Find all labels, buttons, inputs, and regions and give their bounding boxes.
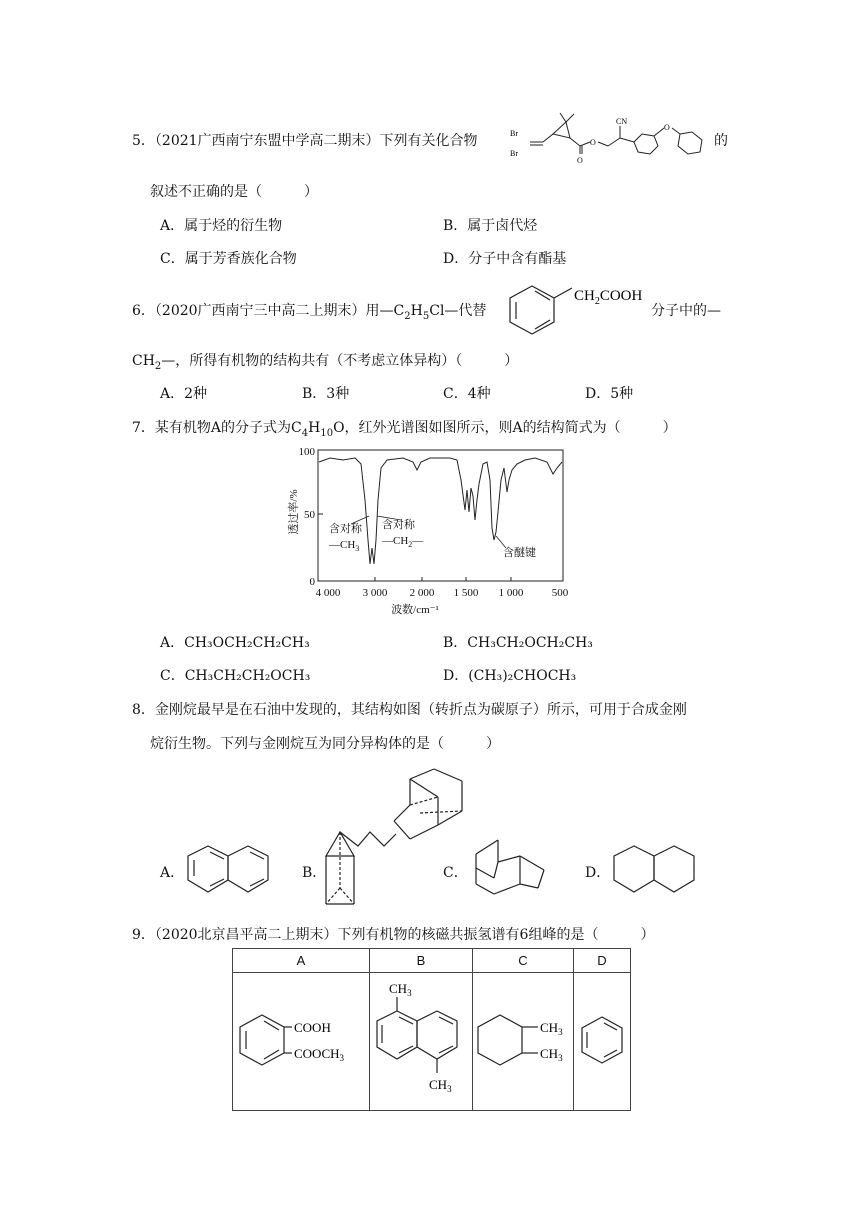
ir-ylabel: 透过率/%	[288, 489, 300, 535]
ir-ytick-100: 100	[298, 446, 315, 458]
q9-cell-c	[473, 973, 574, 1111]
br-label-2: Br	[510, 149, 518, 158]
o-label-3: O	[664, 123, 670, 132]
q6-sub1: 2	[404, 310, 411, 322]
q9-header-b: B	[370, 949, 473, 973]
q6-number: 6．	[132, 303, 155, 319]
q6-option-a: A．2种	[160, 386, 208, 402]
ir-xlabel: 波数/cm⁻¹	[391, 604, 439, 616]
q9-c-ch3-1: $CH_3$	[540, 1020, 563, 1037]
naphthalene-structure	[184, 842, 276, 898]
q6-stem-a: （2020广西南宁三中高二上期末）用—C	[154, 303, 405, 319]
q6-option-d: D．5种	[585, 386, 634, 402]
q6-stem-c: Cl—代替	[429, 303, 487, 319]
q7-stem: 7．某有机物A的分子式为$C_4H_{10}O$，红外光谱图如图所示，则A的结构简式为（ ）	[132, 420, 677, 439]
q8-option-c-label: C．	[443, 865, 468, 881]
q9-structure-b	[371, 973, 471, 1107]
q6-sub2: 5	[422, 310, 430, 322]
q5-structure	[508, 108, 713, 172]
q5-stem	[132, 130, 478, 150]
q9-options-table	[232, 948, 631, 1111]
q9-header-c: C	[473, 949, 574, 973]
ir-xtick-3000: 3 000	[362, 587, 388, 599]
prismane-propyl-structure	[322, 828, 402, 910]
q6-substituent: $CH_2COOH$	[574, 288, 643, 307]
q9-b-ch3-bottom: $CH_3$	[429, 1077, 452, 1094]
q5-stem-end: 的	[714, 133, 728, 149]
q9-header-a: A	[233, 949, 370, 973]
q7-option-d: D．(CH₃)₂CHOCH₃	[443, 668, 577, 684]
q5-stem-line2: 叙述不正确的是（ ）	[150, 184, 318, 200]
ir-xtick-2000: 2 000	[409, 587, 435, 599]
ir-ytick-0: 0	[309, 576, 315, 588]
q9-structure-d	[575, 985, 629, 1095]
q5-option-c: C．属于芳香族化合物	[160, 251, 297, 267]
q5-option-b: B．属于卤代烃	[443, 218, 538, 234]
q7-option-a: A．CH₃OCH₂CH₂CH₃	[160, 635, 310, 651]
o-label-2: O	[590, 138, 596, 147]
cn-label: CN	[616, 117, 628, 126]
q5-number: 5．	[132, 133, 155, 149]
o-label-1: O	[577, 156, 583, 165]
ir-annotation-2a: 含对称	[382, 519, 415, 531]
ir-xtick-500: 500	[551, 587, 569, 599]
ir-spectrum	[285, 440, 575, 618]
ir-annotation-3: 含醚键	[503, 547, 536, 559]
ir-xtick-4000: 4 000	[315, 587, 341, 599]
ir-xtick-1000: 1 000	[498, 587, 524, 599]
q6-stem-b: H	[410, 303, 423, 319]
q8-option-b-label: B．	[302, 865, 327, 881]
q5-stem-text: （2021广西南宁东盟中学高二期末）下列有关化合物	[154, 133, 478, 149]
q9-cell-a	[233, 973, 370, 1111]
ir-annotation-1b: $—CH_3$	[329, 539, 360, 553]
q9-a-cooh: COOH	[294, 1020, 331, 1035]
ir-frame	[318, 450, 563, 581]
q9-cell-b	[370, 973, 473, 1111]
q9-c-ch3-2: $CH_3$	[540, 1046, 563, 1063]
q6-option-b: B．3种	[302, 386, 350, 402]
q8-option-d-label: D．	[585, 865, 611, 881]
tricyclic-structure	[468, 834, 552, 904]
q6-stem	[132, 300, 486, 322]
q6-option-c: C．4种	[443, 386, 491, 402]
q9-structure-c	[474, 985, 572, 1095]
q9-a-cooch3: $COOCH_3$	[294, 1046, 345, 1063]
q8-option-a-label: A．	[160, 865, 185, 881]
br-label-1: Br	[510, 129, 518, 138]
ir-annotation-2b: $—CH_2—$	[382, 535, 424, 549]
q7-option-c: C．CH₃CH₂CH₂OCH₃	[160, 668, 311, 684]
ir-ytick-50: 50	[304, 509, 315, 521]
q6-stem-end: 分子中的—	[651, 303, 721, 319]
q8-stem-line2: 烷衍生物。下列与金刚烷互为同分异构体的是（ ）	[150, 736, 500, 752]
q6-stem-line2: $CH_2—$，所得有机物的结构共有（不考虑立体异构）（ ）	[132, 353, 519, 372]
q5-option-d: D．分子中含有酯基	[443, 251, 567, 267]
q7-option-b: B．CH₃CH₂OCH₂CH₃	[443, 635, 593, 651]
decalin-structure	[610, 842, 700, 898]
q9-b-ch3-top: $CH_3$	[389, 981, 412, 998]
ir-xtick-1500: 1 500	[453, 587, 479, 599]
ir-annotation-1a: 含对称	[329, 523, 362, 535]
q9-cell-d	[574, 973, 631, 1111]
q9-structure-a	[234, 985, 368, 1095]
q8-stem: 8．金刚烷最早是在石油中发现的，其结构如图（转折点为碳原子）所示，可用于合成金刚	[132, 702, 687, 718]
q9-header-d: D	[574, 949, 631, 973]
adamantane-structure	[390, 765, 474, 847]
q9-stem: 9．（2020北京昌平高二上期末）下列有机物的核磁共振氢谱有6组峰的是（ ）	[132, 927, 655, 943]
q6-structure	[508, 278, 648, 338]
q5-option-a: A．属于烃的衍生物	[160, 218, 283, 234]
